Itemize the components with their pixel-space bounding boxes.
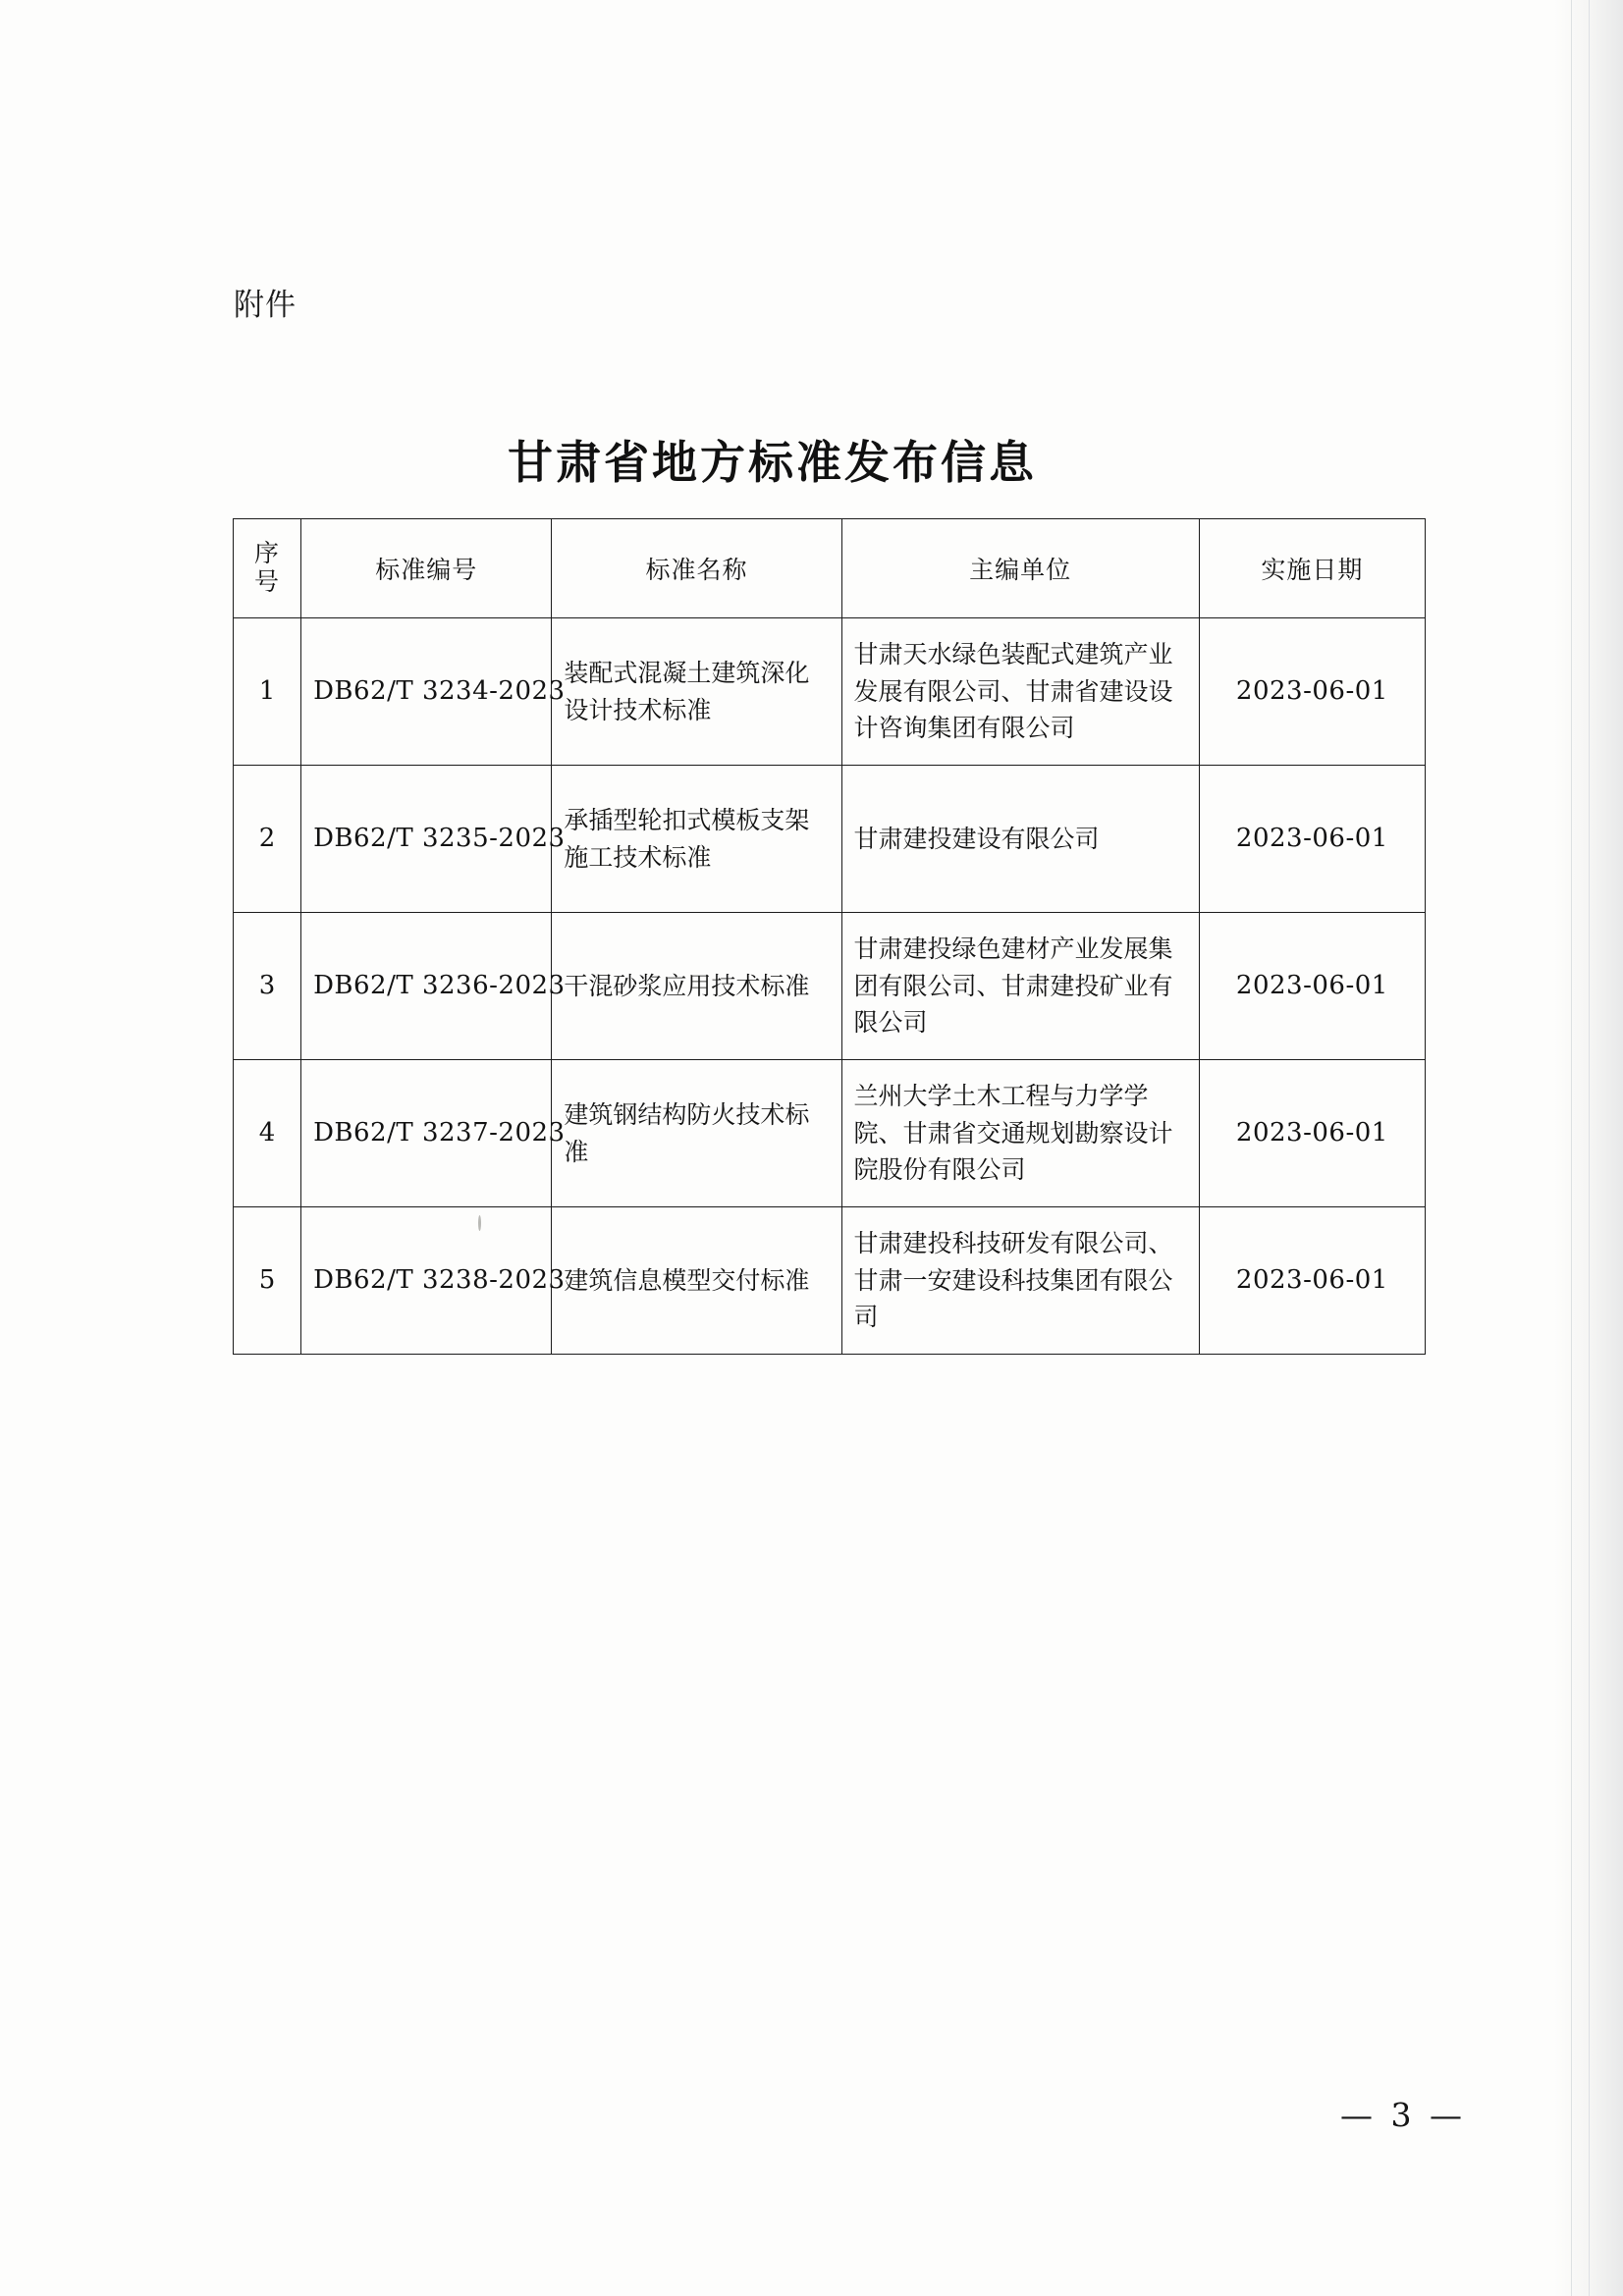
table-row bbox=[234, 1060, 1426, 1207]
standards-table bbox=[233, 518, 1426, 1355]
cell-date: 2023-06-01 bbox=[1199, 1060, 1425, 1207]
cell-date: 2023-06-01 bbox=[1199, 1207, 1425, 1355]
cell-index: 1 bbox=[234, 618, 301, 766]
cell-name: 干混砂浆应用技术标准 bbox=[552, 913, 841, 1060]
cell-code: DB62/T 3237-2023 bbox=[301, 1060, 552, 1207]
cell-name: 装配式混凝土建筑深化设计技术标准 bbox=[552, 618, 841, 766]
column-header-name: 标准名称 bbox=[552, 519, 841, 618]
cell-organization: 兰州大学土木工程与力学学院、甘肃省交通规划勘察设计院股份有限公司 bbox=[841, 1060, 1199, 1207]
cell-organization: 甘肃建投建设有限公司 bbox=[841, 766, 1199, 913]
table-row bbox=[234, 766, 1426, 913]
table-header bbox=[234, 519, 1426, 618]
cell-name: 建筑信息模型交付标准 bbox=[552, 1207, 841, 1355]
page-title: 甘肃省地方标准发布信息 bbox=[508, 436, 1037, 489]
scan-artifact-line bbox=[1589, 0, 1590, 2296]
cell-index: 2 bbox=[234, 766, 301, 913]
table-header-row bbox=[234, 519, 1426, 618]
table-body bbox=[234, 618, 1426, 1355]
cell-code: DB62/T 3234-2023 bbox=[301, 618, 552, 766]
cell-organization: 甘肃建投科技研发有限公司、甘肃一安建设科技集团有限公司 bbox=[841, 1207, 1199, 1355]
cell-date: 2023-06-01 bbox=[1199, 766, 1425, 913]
cell-index: 3 bbox=[234, 913, 301, 1060]
attachment-label: 附件 bbox=[234, 288, 297, 323]
table-row bbox=[234, 1207, 1426, 1355]
cell-code: DB62/T 3238-2023 bbox=[301, 1207, 552, 1355]
column-header-index bbox=[234, 519, 301, 618]
scan-artifact-line bbox=[1571, 0, 1572, 2296]
table-row bbox=[234, 913, 1426, 1060]
column-header-index-line2: 号 bbox=[254, 567, 281, 596]
cell-code: DB62/T 3235-2023 bbox=[301, 766, 552, 913]
cell-index: 5 bbox=[234, 1207, 301, 1355]
column-header-code: 标准编号 bbox=[301, 519, 552, 618]
cell-name: 承插型轮扣式模板支架施工技术标准 bbox=[552, 766, 841, 913]
column-header-index-line1: 序 bbox=[254, 539, 281, 568]
cell-date: 2023-06-01 bbox=[1199, 913, 1425, 1060]
page-number: — 3 — bbox=[1340, 2096, 1466, 2134]
cell-date: 2023-06-01 bbox=[1199, 618, 1425, 766]
table-row bbox=[234, 618, 1426, 766]
cell-organization: 甘肃建投绿色建材产业发展集团有限公司、甘肃建投矿业有限公司 bbox=[841, 913, 1199, 1060]
cell-organization: 甘肃天水绿色装配式建筑产业发展有限公司、甘肃省建设设计咨询集团有限公司 bbox=[841, 618, 1199, 766]
column-header-organization: 主编单位 bbox=[841, 519, 1199, 618]
cell-index: 4 bbox=[234, 1060, 301, 1207]
cell-code: DB62/T 3236-2023 bbox=[301, 913, 552, 1060]
column-header-date: 实施日期 bbox=[1199, 519, 1425, 618]
scan-speck bbox=[478, 1215, 481, 1231]
cell-name: 建筑钢结构防火技术标准 bbox=[552, 1060, 841, 1207]
